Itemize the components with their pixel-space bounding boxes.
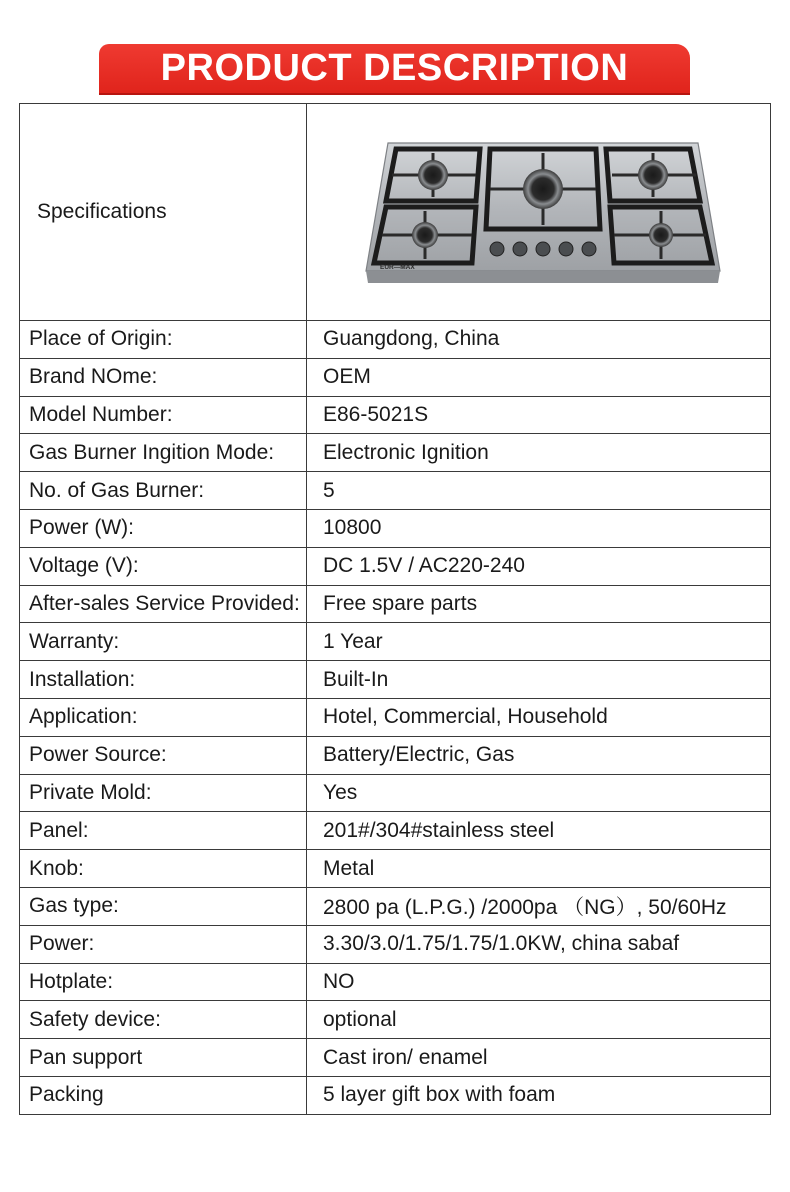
table-row-image [20,104,771,321]
page-title-banner [99,44,690,93]
table-row [20,774,771,812]
spec-label: No. of Gas Burner: [20,472,307,510]
table-row [20,1076,771,1114]
table-row [20,887,771,925]
spec-value: 5 [307,472,771,510]
spec-label: Brand NOme: [20,358,307,396]
spec-value: OEM [307,358,771,396]
table-row [20,472,771,510]
spec-value: 10800 [307,509,771,547]
spec-label: Warranty: [20,623,307,661]
knob-1-icon [490,242,504,256]
gas-hob-image [358,137,728,287]
knob-5-icon [582,242,596,256]
spec-label: After-sales Service Provided: [20,585,307,623]
spec-label: Installation: [20,661,307,699]
table-row [20,321,771,359]
table-row [20,1001,771,1039]
spec-value: Guangdong, China [307,321,771,359]
spec-label: Knob: [20,850,307,888]
knob-4-icon [559,242,573,256]
table-row [20,1039,771,1077]
burner-center-icon [523,169,563,209]
spec-label: Pan support [20,1039,307,1077]
knob-3-icon [536,242,550,256]
spec-value: NO [307,963,771,1001]
spec-label: Gas type: [20,887,307,925]
knob-2-icon [513,242,527,256]
spec-heading: Specifications [20,104,307,321]
spec-value: optional [307,1001,771,1039]
burner-left-top-icon [418,160,448,190]
spec-value: Electronic Ignition [307,434,771,472]
spec-value: 1 Year [307,623,771,661]
page-title: PRODUCT DESCRIPTION [160,47,629,89]
spec-value: Yes [307,774,771,812]
table-row [20,661,771,699]
spec-value: 2800 pa (L.P.G.) /2000pa （NG）, 50/60Hz [307,887,771,925]
spec-value: 201#/304#stainless steel [307,812,771,850]
spec-label: Gas Burner Ingition Mode: [20,434,307,472]
spec-table [19,103,771,1115]
spec-value: 3.30/3.0/1.75/1.75/1.0KW, china sabaf [307,925,771,963]
table-row [20,963,771,1001]
spec-value: Hotel, Commercial, Household [307,698,771,736]
table-row [20,850,771,888]
table-row [20,585,771,623]
spec-label: Voltage (V): [20,547,307,585]
spec-value: Free spare parts [307,585,771,623]
table-row [20,547,771,585]
product-image-cell [307,104,771,321]
spec-label: Power Source: [20,736,307,774]
table-row [20,358,771,396]
spec-label: Panel: [20,812,307,850]
spec-label: Safety device: [20,1001,307,1039]
brand-mark: EUR—MAX [380,264,415,271]
table-row [20,396,771,434]
table-row [20,509,771,547]
table-row [20,623,771,661]
table-row [20,812,771,850]
spec-label: Application: [20,698,307,736]
spec-label: Packing [20,1076,307,1114]
table-row [20,698,771,736]
spec-value: E86-5021S [307,396,771,434]
spec-label: Power: [20,925,307,963]
spec-label: Model Number: [20,396,307,434]
table-row [20,925,771,963]
burner-right-bottom-icon [649,223,673,247]
spec-label: Private Mold: [20,774,307,812]
spec-label: Place of Origin: [20,321,307,359]
spec-label: Power (W): [20,509,307,547]
spec-value: Battery/Electric, Gas [307,736,771,774]
spec-value: Cast iron/ enamel [307,1039,771,1077]
spec-value: DC 1.5V / AC220-240 [307,547,771,585]
burner-left-bottom-icon [412,222,438,248]
spec-value: 5 layer gift box with foam [307,1076,771,1114]
spec-value: Metal [307,850,771,888]
table-row [20,736,771,774]
burner-right-top-icon [638,160,668,190]
spec-label: Hotplate: [20,963,307,1001]
spec-value: Built-In [307,661,771,699]
table-row [20,434,771,472]
